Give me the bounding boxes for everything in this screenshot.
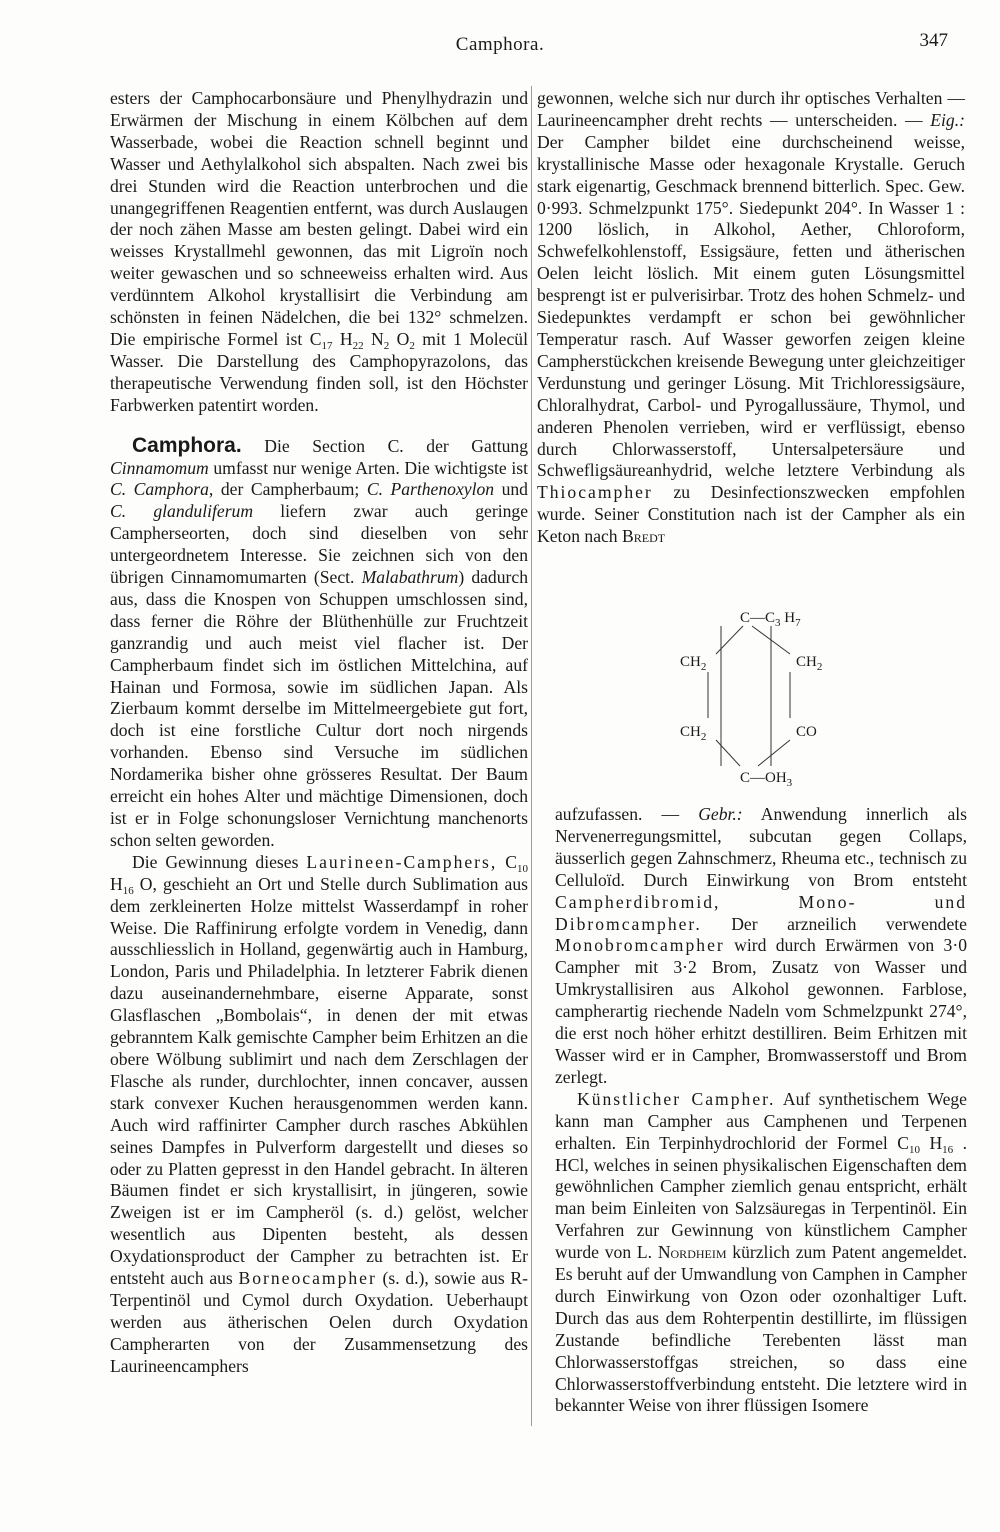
italic-term: Gebr.: — [698, 804, 743, 824]
text-run: Anwendung innerlich als Nervenerregungsmittel, subcutan gegen Collaps, äusserlich gegen Zahnschmerz, Rheuma etc., technisch zu Celluloïd. Durch Einwirkung von Brom entsteht — [555, 804, 967, 890]
text-run: umfasst nur wenige Arten. Die wichtigste ist — [208, 457, 528, 478]
spaced-term: Campherdibromid, Mono- und Dibromcampher. — [555, 891, 967, 934]
text-run: kürzlich zum Patent angemeldet. Es beruht auf der Umwandlung von Camphen in Campher durch Einwirkung von Ozon oder ozonhaltiger Luft. Durch das aus dem Rohterpentin destillirte, im flüssigen Zustande befindliche Terebenten lässt man Chlorwasserstoffgas streichen, so dass eine Chlorwasserstoffverbindung entsteht. Die letztere wird in bekannter Weise von ihrer flüssigen Isomere — [555, 1242, 967, 1416]
text-run: Der Campher bildet eine durchscheinend weisse, krystallinische Masse oder hexagonale Krystalle. Geruch stark eigenartig, Geschmack brennend bitterlich. Spec. Gew. 0·993. Schmelzpunkt 175°. Siedepunkt 204°. In Wasser 1 : 1200 löslich, in Alkohol, Aether, Chloroform, Schwefelkohlenstoff, Essigsäure, fetten und ätherischen Oelen leicht löslich. Mit einem guten Lösungsmittel besprengt ist er pulverisirbar. Trotz des hohen Schmelz- und Siedepunktes verdampft er schon bei gewöhnlicher Temperatur rasch. Auf Wasser geworfen zeigen kleine Campherstückchen kreisende Bewegung unter gleichzeitiger Verdunstung und geringer Lösung. Mit Trichloressigsäure, Chloralhydrat, Carbol- und Pyrogallussäure, Thymol, und anderen Phenolen verrieben, wird er verflüssigt, ebenso durch Chlorwasserstoff, Untersalpetersäure und Schwefligsäureanhydrid, welche letztere Verbindung als — [537, 131, 965, 481]
formula-symbol: O, — [133, 873, 157, 894]
text-run: gewonnen, welche sich nur durch ihr optisches Verhalten — Laurineencampher dreht rechts — unterscheiden. — — [537, 88, 965, 130]
running-head: Camphora. — [455, 34, 545, 55]
formula-subscript: 10 — [517, 862, 528, 875]
formula-symbol: CH — [796, 654, 817, 670]
spaced-term: Borneocampher — [238, 1268, 377, 1289]
formula-ch2-left-upper — [680, 654, 706, 671]
right-column-lower — [555, 804, 967, 1417]
spaced-term: Künstlicher Campher. — [577, 1088, 776, 1109]
formula-symbol: CH — [680, 654, 701, 670]
formula-symbol: O — [389, 328, 410, 349]
text-run: (s. d.), sowie aus R-Terpentinöl und Cymol durch Oxydation. Ueberhaupt werden aus ätherischen Oelen durch Oxydation Campherarten von der Zusammensetzung des Laurineencamphers — [110, 1268, 528, 1376]
formula-subscript: 17 — [321, 339, 333, 352]
paragraph-camphopyrazolon — [110, 88, 528, 417]
formula-subscript: 2 — [816, 661, 823, 673]
formula-symbol: C—C — [740, 610, 776, 626]
bond-line — [716, 740, 740, 766]
italic-term: Eig.: — [930, 109, 965, 130]
formula-subscript: 3 — [786, 777, 793, 789]
text-run: und — [494, 479, 528, 500]
text-run: HCl, welches in seinen physikalischen Eigenschaften dem gewöhnlichen Campher ziemlich genau entspricht, erhält man beim Einleiten von Salzsäuregas in Terpentinöl. Ein Verfahren zur Gewinnung von künstlichem Campher wurde von L. — [555, 1154, 967, 1263]
formula-subscript: 10 — [909, 1143, 920, 1156]
spaced-term: Laurineen-Camphers, — [306, 851, 498, 872]
paragraph-gebrauch — [555, 804, 967, 1089]
text-run: esters der Camphocarbonsäure und Phenylhydrazin und Erwärmen der Mischung in einem Kölbchen auf dem Wasserbade, wobei die Reaction schnell beginnt und Wasser und Aethylalkohol sich abspalten. Nach zwei bis drei Stunden wird die Reaction unterbrochen und die unangegriffenen Reagentien entfernt, was durch Auslaugen der noch zähen Masse am besten gelingt. Dabei wird ein weisses Krystallmehl gewonnen, das mit Ligroïn noch weiter gewaschen und so schneeweiss erhalten wird. Aus verdünntem Alkohol krystallisirt die Verbindung am schönsten in feinen Nädelchen, die bei 132° schmelzen. Die empirische Formel ist — [110, 88, 528, 349]
bond-line — [758, 740, 790, 766]
formula-symbol: C — [897, 1132, 909, 1153]
italic-term: C. Camphora, — [110, 479, 214, 500]
formula-symbol: H — [780, 610, 796, 626]
paragraph-gewinnung — [110, 852, 528, 1378]
text-run: zu Desinfectionszwecken empfohlen wurde. Seiner Constitution nach ist der Campher als ein Keton nach — [537, 482, 965, 547]
bond-line — [716, 626, 743, 654]
spaced-term: Monobromcampher — [555, 935, 725, 956]
text-run: der Campherbaum; — [213, 479, 367, 500]
formula-subscript: 16 — [942, 1143, 954, 1156]
paragraph-eigenschaften — [537, 88, 965, 548]
formula-subscript: 2 — [700, 731, 707, 743]
formula-symbol: H — [110, 873, 123, 894]
page-number: 347 — [919, 30, 948, 51]
formula-ch2-left-lower — [680, 724, 706, 741]
spaced-term: Thiocampher — [537, 482, 653, 503]
italic-term: C. Parthenoxylon — [366, 479, 495, 500]
formula-carbonyl: CO — [796, 724, 817, 740]
text-run: Die Gewinnung dieses — [132, 851, 307, 872]
left-column — [110, 88, 528, 1378]
paragraph-kuenstlicher-campher — [555, 1089, 967, 1418]
formula-symbol: N — [363, 328, 384, 349]
text-run: aufzufassen. — — [555, 804, 699, 824]
author-name: Bredt — [622, 526, 666, 547]
entry-headword: Camphora. — [132, 433, 242, 457]
text-run: Die Section C. der Gattung — [241, 435, 528, 456]
formula-symbol: . — [953, 1132, 968, 1153]
formula-subscript: 7 — [795, 617, 801, 629]
text-run: Der arzneilich verwendete — [701, 913, 967, 934]
text-run: wird durch Erwärmen von 3·0 Campher mit 3·2 Brom, Zusatz von Wasser und Umkrystallisiren aus Alkohol gewonnen. Farblose, campherartig riechende Nadeln vom Schmelzpunkt 274°, die erst noch höher erhitzt destilliren. Beim Erhitzen mit Wasser wird er in Campher, Bromwasserstoff und Brom zerlegt. — [555, 935, 967, 1087]
text-run: mit 1 Molecül Wasser. Die Darstellung des Camphopyrazolons, das therapeutische Verwendung finden soll, ist den Höchster Farbwerken patentirt worden. — [110, 328, 528, 415]
italic-term: Cinnamomum — [110, 457, 209, 478]
formula-bottom-group — [740, 770, 792, 787]
formula-subscript: 2 — [383, 339, 390, 352]
text-run: liefern zwar auch geringe Campherseorten, doch sind dieselben von sehr untergeordnetem Interesse. Sie zeichnen sich von den übrigen Cinnamomumarten (Sect. — [110, 501, 529, 588]
italic-term: Malabathrum — [361, 567, 459, 588]
text-run: ) dadurch aus, dass die Knospen von Schuppen umschlossen sind, dass ferner die Röhre der Blüthenhülle zur Fruchtzeit ganzrandig und auch meist viel flacher ist. Der Campherbaum findet sich im östlichen Mittelchina, auf Hainan und Formosa, sowie im südlichen Japan. Als Zierbaum kommt derselbe im Mittelmeergebiete gut fort, doch ist eine forstliche Cultur dort noch nirgends vorhanden. Ebenso sind Versuche im südlichen Nordamerika bisher ohne grösseres Resultat. Der Baum erreicht ein hohes Alter und mächtige Dimensionen, doch ist er in Folge schonungsloser Vernichtung manchenorts schon selten geworden. — [110, 567, 528, 850]
formula-symbol: C — [309, 328, 322, 349]
right-column-upper — [537, 88, 965, 548]
italic-term: C. glanduliferum — [110, 501, 254, 522]
formula-symbol: H — [332, 328, 353, 349]
formula-top-group — [740, 610, 801, 627]
paragraph-camphora-entry — [110, 435, 528, 852]
spacer — [110, 417, 528, 435]
structural-formula — [640, 590, 860, 800]
formula-ch2-right-upper — [796, 654, 822, 671]
formula-subscript: 2 — [700, 661, 707, 673]
column-divider — [531, 86, 532, 1426]
formula-subscript: 16 — [122, 884, 134, 897]
formula-c10h16 — [897, 1132, 968, 1156]
formula-symbol: C—OH — [740, 770, 787, 786]
formula-symbol: CH — [680, 724, 701, 740]
formula-symbol: C — [505, 851, 517, 872]
formula-c17h22n2o2 — [309, 328, 415, 352]
formula-subscript: 22 — [352, 339, 364, 352]
formula-subscript: 2 — [409, 339, 415, 352]
text-run: Auf synthetischem Wege kann man Campher aus Camphenen und Terpenen erhalten. Ein Terpinhydrochlorid der Formel — [555, 1088, 967, 1153]
text-run: geschieht an Ort und Stelle durch Sublimation aus dem zerkleinerten Holze mittelst Wasserdampf in roher Weise. Die Raffinirung erfolgte vordem in Venedig, dann ausschliesslich in Holland, gegenwärtig auch in Hamburg, London, Paris und Philadelphia. In letzterer Fabrik dienen dazu auseinandernehmbare, eiserne Apparate, sonst Glasflaschen „Bombolais“, in denen der mit etwas gebranntem Kalk gemischte Campher beim Erhitzen an die obere Wölbung sublimirt und nach dem Zerschlagen der Flasche als runder, durchlochter, innen concaver, aussen stark convexer Kuchen herausgenommen werden kann. Auch wird raffinirter Campher durch rasches Abkühlen seines Dampfes in Pulverform dargestellt und dieses so oder zu Platten gepresst in den Handel gebracht. In älteren Bäumen findet er sich krystallisirt, in jüngeren, sowie Zweigen ist er im Campheröl (s. d.) gelöst, welcher wesentlich aus Dipenten besteht, als dessen Oxydationsproduct der Campher zu betrachten ist. Er entsteht auch aus — [110, 873, 528, 1289]
formula-symbol: H — [920, 1132, 943, 1153]
author-name: Nordheim — [657, 1242, 727, 1263]
formula-subscript: 3 — [775, 617, 781, 629]
